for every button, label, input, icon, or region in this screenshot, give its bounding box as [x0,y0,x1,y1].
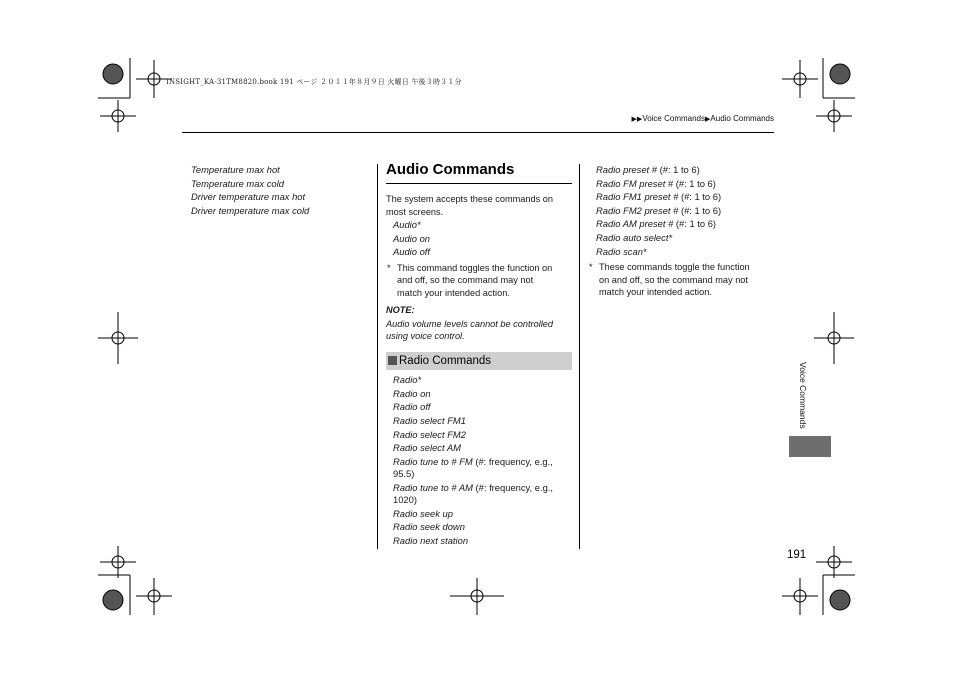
command-radio-tune-fm-cmd: Radio tune to # FM [393,456,473,467]
title-rule [386,183,572,184]
command-radio-am-preset [596,217,716,231]
right-footnote-line-3: match your intended action. [599,287,712,297]
command-radio-tune-fm-cont: 95.5) [393,468,415,479]
command-radio-fm-preset-note: (#: 1 to 6) [673,178,716,189]
page-number: 191 [787,549,807,561]
command-radio-fm2-preset-note: (#: 1 to 6) [678,205,722,216]
command-radio-scan: Radio scan* [596,246,647,257]
command-audio: Audio* [393,219,421,230]
breadcrumb [632,114,774,123]
heading-square-icon [388,356,397,365]
footnote-line-1: This command toggles the function on [397,263,553,273]
column-divider-left [377,164,378,549]
side-tab-label: Voice Commands [798,362,808,429]
command-radio-fm2-preset [596,204,721,218]
breadcrumb-separator: ▶ [705,116,711,123]
command-radio-tune-am-note: (#: frequency, e.g., [472,482,553,493]
command-radio: Radio* [393,374,422,385]
command-radio-preset-note: (#: 1 to 6) [656,164,700,175]
command-radio-preset [596,163,700,177]
command-radio-select-fm2: Radio select FM2 [393,429,466,440]
print-info: INSIGHT_KA-31TM8820.book 191 ページ ２０１１年８月９日 火曜日 午後３時３１分 [166,78,462,86]
breadcrumb-section: Voice Commands [642,114,706,123]
command-radio-am-preset-cmd: Radio AM preset # [596,218,674,229]
breadcrumb-arrows: ▶▶ [631,116,643,123]
command-radio-tune-fm-note: (#: frequency, e.g., [472,456,553,467]
command-radio-preset-cmd: Radio preset # [596,164,657,175]
radio-commands-heading [386,352,572,370]
right-footnote-line-1: These commands toggle the function [599,262,750,272]
command-radio-fm1-preset-note: (#: 1 to 6) [678,191,722,202]
intro-line-2: most screens. [386,207,444,217]
command-driver-temperature-max-hot: Driver temperature max hot [191,191,306,202]
command-radio-seek-up: Radio seek up [393,508,453,519]
command-radio-fm-preset-cmd: Radio FM preset # [596,178,674,189]
footnote-line-3: match your intended action. [397,288,510,298]
command-temperature-max-hot: Temperature max hot [191,164,280,175]
note-label: NOTE: [386,305,415,315]
command-radio-tune-am-cmd: Radio tune to # AM [393,482,473,493]
command-radio-am-preset-note: (#: 1 to 6) [673,218,717,229]
note-line-2: using voice control. [386,331,465,341]
command-radio-seek-down: Radio seek down [393,521,465,532]
command-radio-tune-am-cont: 1020) [393,494,417,505]
command-radio-on: Radio on [393,388,431,399]
command-radio-off: Radio off [393,401,431,412]
command-radio-select-fm1: Radio select FM1 [393,415,466,426]
command-temperature-max-cold: Temperature max cold [191,178,284,189]
command-radio-fm-preset [596,177,716,191]
footnote-mark: * [387,263,391,273]
command-radio-tune-fm [393,455,553,469]
breadcrumb-page: Audio Commands [710,114,774,123]
command-radio-tune-am [393,481,553,495]
command-radio-fm1-preset [596,190,721,204]
right-footnote-mark: * [589,262,593,272]
note-line-1: Audio volume levels cannot be controlled [386,319,554,329]
command-driver-temperature-max-cold: Driver temperature max cold [191,205,310,216]
command-radio-fm2-preset-cmd: Radio FM2 preset # [596,205,679,216]
section-title: Audio Commands [386,161,515,178]
intro-line-1: The system accepts these commands on [386,194,553,204]
radio-commands-heading-text: Radio Commands [399,355,492,367]
header-rule [182,132,774,133]
command-audio-on: Audio on [393,233,431,244]
column-divider-right [579,164,580,549]
footnote-line-2: and off, so the command may not [397,275,534,285]
command-radio-next-station: Radio next station [393,535,469,546]
side-tab-marker [789,436,831,457]
command-radio-select-am: Radio select AM [393,442,461,453]
right-footnote-line-2: on and off, so the command may not [599,275,748,285]
command-audio-off: Audio off [393,246,431,257]
command-radio-fm1-preset-cmd: Radio FM1 preset # [596,191,679,202]
command-radio-auto-select: Radio auto select* [596,232,673,243]
